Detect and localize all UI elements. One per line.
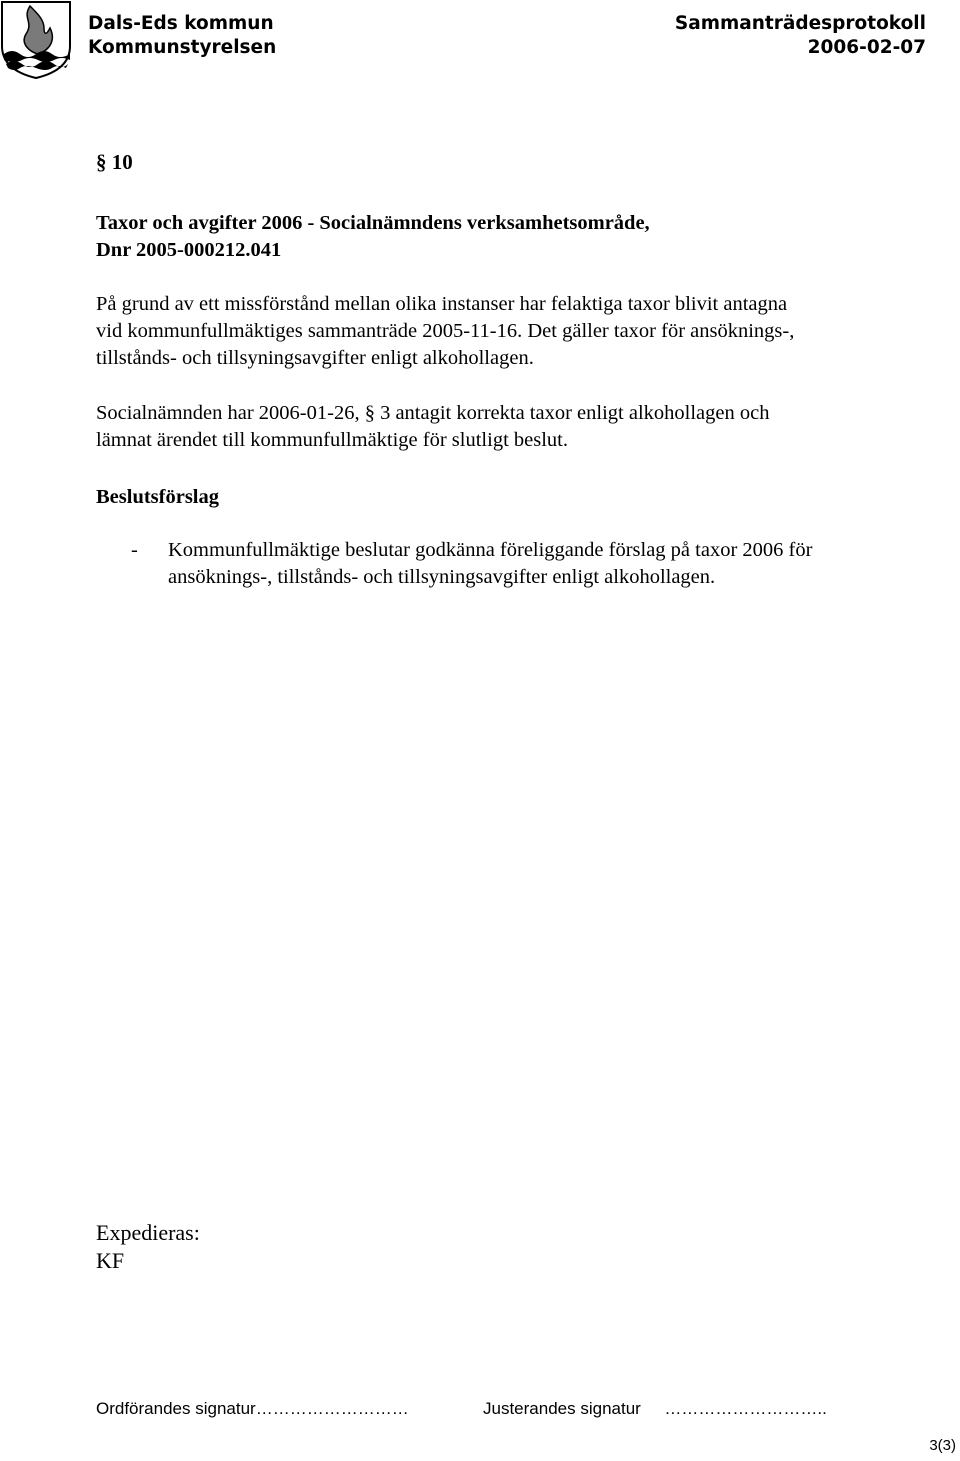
municipality-logo-icon bbox=[0, 0, 72, 80]
adjuster-signature-line: Justerandes signatur ……………………….. bbox=[483, 1399, 827, 1418]
background-paragraph bbox=[96, 291, 794, 372]
document-type: Sammanträdesprotokoll bbox=[674, 13, 926, 34]
meeting-date: 2006-02-07 bbox=[807, 37, 926, 58]
section-number: § 10 bbox=[96, 150, 133, 174]
chair-signature-line: Ordförandes signatur……………………… bbox=[96, 1399, 409, 1418]
paragraph-line: vid kommunfullmäktiges sammanträde 2005-11-16. Det gäller taxor för ansöknings-, bbox=[96, 320, 795, 342]
paragraph-line: tillstånds- och tillsyningsavgifter enligt alkohollagen. bbox=[96, 347, 534, 369]
decision-line: ansöknings-, tillstånds- och tillsyningsavgifter enligt alkohollagen. bbox=[168, 566, 716, 588]
paragraph-line: På grund av ett missförstånd mellan olika instanser har felaktiga taxor blivit antagna bbox=[96, 293, 788, 315]
paragraph-line: Socialnämnden har 2006-01-26, § 3 antagit korrekta taxor enligt alkohollagen och bbox=[96, 402, 770, 424]
board-name: Kommunstyrelsen bbox=[88, 37, 277, 58]
item-title-line: Taxor och avgifter 2006 - Socialnämndens verksamhetsområde, bbox=[96, 212, 650, 234]
item-title bbox=[96, 210, 650, 264]
item-diary-number: Dnr 2005-000212.041 bbox=[96, 239, 282, 261]
municipality-name: Dals-Eds kommun bbox=[88, 13, 274, 34]
paragraph-line: lämnat ärendet till kommunfullmäktige för slutligt beslut. bbox=[96, 429, 568, 451]
header-right bbox=[675, 12, 926, 60]
distribution-block bbox=[96, 1219, 200, 1275]
distribution-label: Expedieras: bbox=[96, 1220, 200, 1245]
social-board-paragraph bbox=[96, 400, 769, 454]
decision-line: Kommunfullmäktige beslutar godkänna föreliggande förslag på taxor 2006 för bbox=[168, 539, 813, 561]
page-number: 3(3) bbox=[929, 1437, 956, 1454]
decision-heading: Beslutsförslag bbox=[96, 486, 219, 508]
decision-text bbox=[168, 537, 812, 591]
header-left bbox=[88, 12, 276, 60]
distribution-recipient: KF bbox=[96, 1248, 125, 1273]
list-bullet: - bbox=[131, 539, 138, 561]
